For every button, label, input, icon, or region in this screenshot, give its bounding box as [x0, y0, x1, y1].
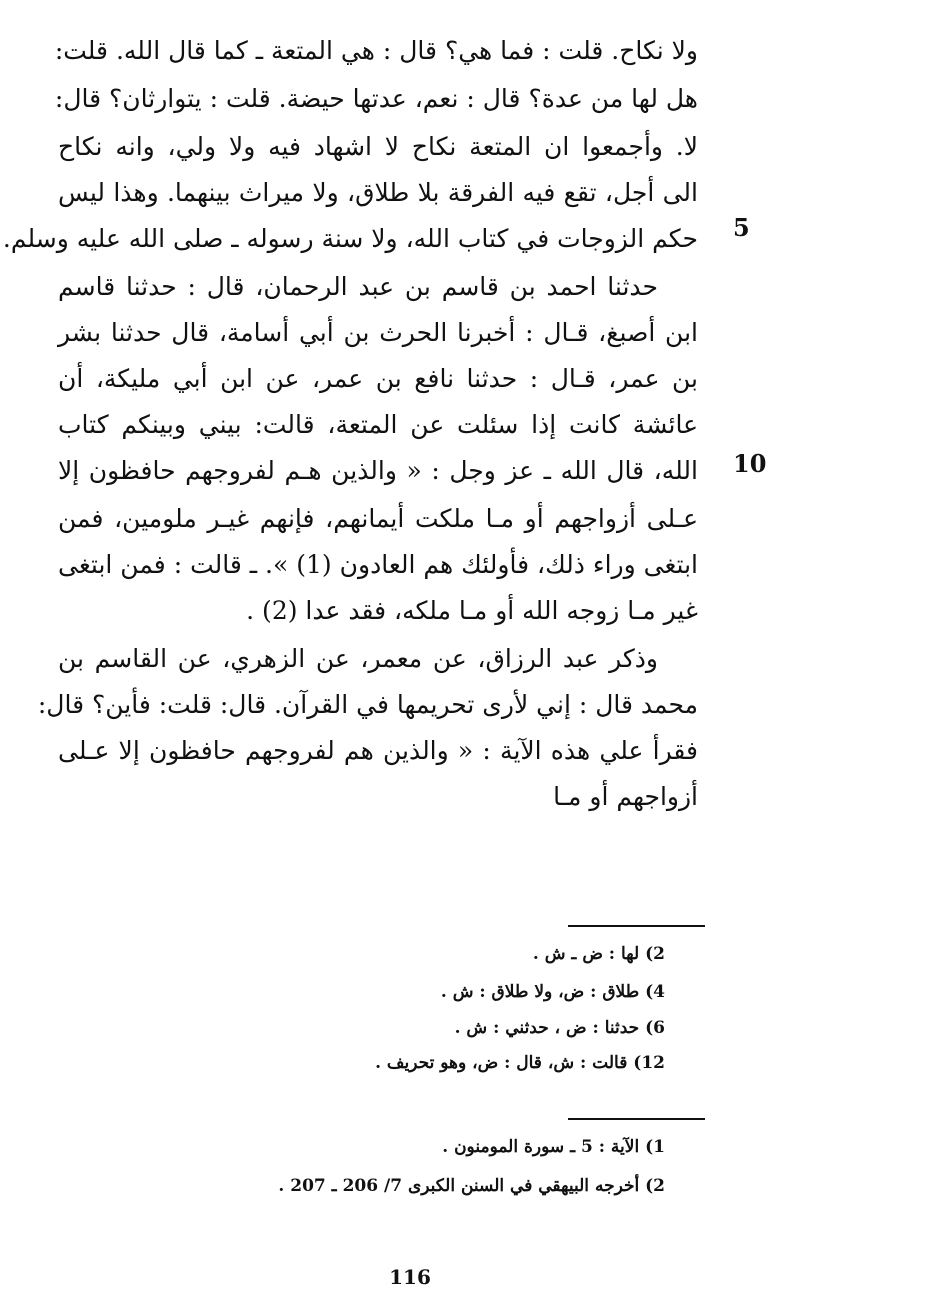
text-line: الله، قال الله ـ عز وجل : « والذين هـم لفروجهم حافظون إلا — [58, 456, 698, 485]
variant-note: 6) حدثنا : ض ، حدثني : ش . — [454, 1018, 665, 1038]
variant-note: 2) لها : ض ـ ش . — [532, 944, 665, 964]
text-line: محمد قال : إني لأرى تحريمها في القرآن. قال: قلت: فأين؟ قال: — [37, 690, 698, 719]
text-line: بن عمر، قـال : حدثنا نافع بن عمر، عن ابن أبي مليكة، أن — [58, 364, 698, 393]
text-line: غير مـا زوجه الله أو مـا ملكه، فقد عدا (2) . — [246, 596, 698, 625]
text-line: فقرأ علي هذه الآية : « والذين هم لفروجهم حافظون إلا عـلى — [58, 736, 698, 765]
text-line: وذكر عبد الرزاق، عن معمر، عن الزهري، عن القاسم بن — [58, 644, 658, 673]
line-number: 10 — [733, 449, 767, 478]
footnote: 2) أخرجه البيهقي في السنن الكبرى 7/ 206 ـ 207 . — [278, 1176, 665, 1196]
page-number: 116 — [389, 1265, 431, 1289]
text-line: حكم الزوجات في كتاب الله، ولا سنة رسوله ـ صلى الله عليه وسلم. — [2, 224, 698, 253]
text-line: عـلى أزواجهم أو مـا ملكت أيمانهم، فإنهم غيـر ملومين، فمن — [58, 504, 698, 533]
footnote-rule — [568, 1118, 705, 1120]
text-line: لا. وأجمعوا ان المتعة نكاح لا اشهاد فيه ولا ولي، وانه نكاح — [58, 132, 698, 161]
text-line: الى أجل، تقع فيه الفرقة بلا طلاق، ولا ميراث بينهما. وهذا ليس — [58, 178, 698, 207]
footnote: 1) الآية : 5 ـ سورة المومنون . — [442, 1137, 665, 1157]
text-line: عائشة كانت إذا سئلت عن المتعة، قالت: بيني وبينكم كتاب — [58, 410, 698, 439]
text-line: ابتغى وراء ذلك، فأولئك هم العادون (1) ». ـ قالت : فمن ابتغى — [58, 550, 699, 579]
variant-note: 4) طلاق : ض، ولا طلاق : ش . — [440, 982, 665, 1002]
variant-note: 12) قالت : ش، قال : ض، وهو تحريف . — [375, 1053, 665, 1073]
text-line: هل لها من عدة؟ قال : نعم، عدتها حيضة. قلت : يتوارثان؟ قال: — [54, 84, 698, 113]
footnote-rule — [568, 925, 705, 927]
text-line: أزواجهم أو مـا — [553, 782, 698, 811]
text-line: ولا نكاح. قلت : فما هي؟ قال : هي المتعة ـ كما قال الله. قلت: — [54, 36, 698, 65]
text-line: حدثنا احمد بن قاسم بن عبد الرحمان، قال : حدثنا قاسم — [58, 272, 658, 301]
text-line: ابن أصبغ، قـال : أخبرنا الحرث بن أبي أسامة، قال حدثنا بشر — [58, 318, 698, 347]
line-number: 5 — [733, 213, 750, 242]
